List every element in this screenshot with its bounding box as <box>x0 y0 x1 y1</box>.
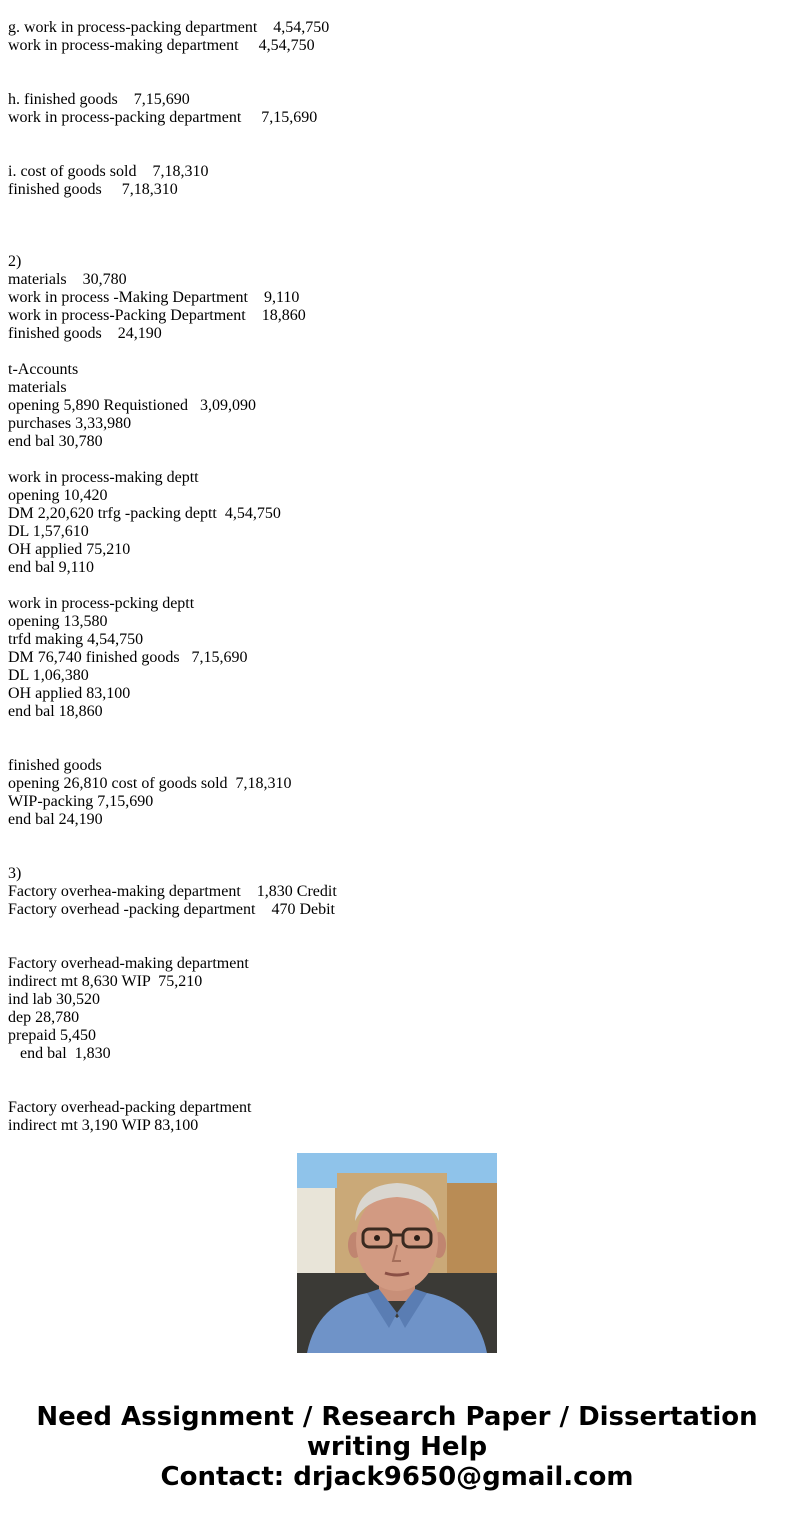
document-line <box>8 1063 788 1081</box>
document-line: work in process-pcking deptt <box>8 595 195 612</box>
document-line: OH applied 75,210 <box>8 541 131 558</box>
document-line: opening 13,580 <box>8 613 108 630</box>
document-line: end bal 18,860 <box>8 703 103 720</box>
document-line: h. finished goods 7,15,690 <box>8 91 190 108</box>
document-line <box>8 847 788 865</box>
document-line: t-Accounts <box>8 361 79 378</box>
document-line <box>8 937 788 955</box>
promo-line-1: Need Assignment / Research Paper / Dissertation <box>36 1402 758 1432</box>
document-line: OH applied 83,100 <box>8 685 131 702</box>
document-line: end bal 24,190 <box>8 811 103 828</box>
document-line: Factory overhead-making department <box>8 955 249 972</box>
person-photo-icon <box>297 1153 497 1353</box>
document-line: end bal 9,110 <box>8 559 95 576</box>
document-line <box>8 451 788 469</box>
document-line: materials 30,780 <box>8 271 127 288</box>
document-line <box>8 73 788 91</box>
document-line <box>8 127 788 145</box>
author-avatar <box>297 1153 497 1353</box>
promo-line-2: writing Help <box>306 1432 488 1462</box>
document-line: end bal 30,780 <box>8 433 103 450</box>
document-line: indirect mt 3,190 WIP 83,100 <box>8 1117 199 1134</box>
document-line <box>8 55 788 73</box>
document-line <box>8 919 788 937</box>
document-line: opening 10,420 <box>8 487 108 504</box>
document-body <box>8 19 788 1134</box>
document-line: work in process-making deptt <box>8 469 199 486</box>
promo-banner <box>0 1402 794 1492</box>
document-line: Factory overhead -packing department 470 Debit <box>8 901 335 918</box>
document-line: prepaid 5,450 <box>8 1027 96 1044</box>
document-line <box>8 1081 788 1099</box>
document-line: finished goods 7,18,310 <box>8 181 178 198</box>
document-line <box>8 217 788 235</box>
document-line: WIP-packing 7,15,690 <box>8 793 154 810</box>
document-line: DM 76,740 finished goods 7,15,690 <box>8 649 248 666</box>
document-line: DL 1,57,610 <box>8 523 89 540</box>
document-line: indirect mt 8,630 WIP 75,210 <box>8 973 203 990</box>
document-line: Factory overhead-packing department <box>8 1099 252 1116</box>
document-line: DM 2,20,620 trfg -packing deptt 4,54,750 <box>8 505 281 522</box>
document-line: i. cost of goods sold 7,18,310 <box>8 163 209 180</box>
document-line: opening 26,810 cost of goods sold 7,18,310 <box>8 775 292 792</box>
document-line: finished goods <box>8 757 102 774</box>
document-line: dep 28,780 <box>8 1009 80 1026</box>
document-line: ind lab 30,520 <box>8 991 100 1008</box>
document-line <box>8 739 788 757</box>
document-line: work in process-packing department 7,15,690 <box>8 109 318 126</box>
document-line: purchases 3,33,980 <box>8 415 132 432</box>
document-line <box>8 829 788 847</box>
document-line: trfd making 4,54,750 <box>8 631 144 648</box>
document-line: finished goods 24,190 <box>8 325 162 342</box>
document-line <box>8 721 788 739</box>
document-line: work in process-making department 4,54,750 <box>8 37 315 54</box>
document-line: 3) <box>8 865 22 882</box>
document-line: work in process -Making Department 9,110 <box>8 289 300 306</box>
document-line <box>8 145 788 163</box>
document-line: g. work in process-packing department 4,54,750 <box>8 19 330 36</box>
document-line <box>8 199 788 217</box>
document-line <box>8 235 788 253</box>
promo-contact[interactable]: Contact: drjack9650@gmail.com <box>160 1462 634 1492</box>
document-line: opening 5,890 Requistioned 3,09,090 <box>8 397 256 414</box>
document-line: Factory overhea-making department 1,830 Credit <box>8 883 337 900</box>
document-line: end bal 1,830 <box>8 1045 111 1062</box>
document-line <box>8 343 788 361</box>
document-line <box>8 577 788 595</box>
document-line: materials <box>8 379 67 396</box>
document-line: 2) <box>8 253 22 270</box>
document-line: DL 1,06,380 <box>8 667 89 684</box>
document-line: work in process-Packing Department 18,860 <box>8 307 306 324</box>
